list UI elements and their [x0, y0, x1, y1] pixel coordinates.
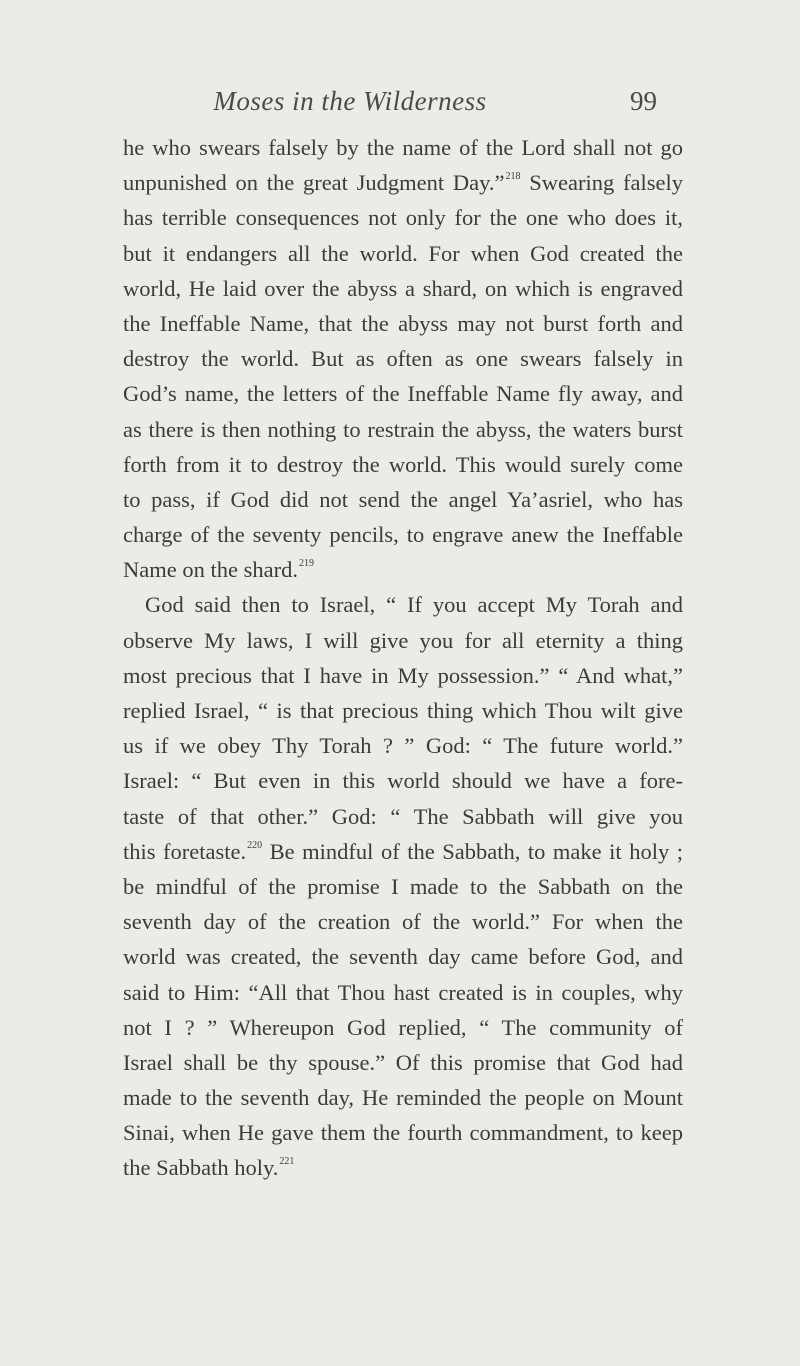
- text-line: [123, 200, 683, 235]
- footnote-marker: 220: [247, 839, 263, 851]
- text-segment: God said then to Israel, “ If you accept My Torah and: [145, 592, 683, 618]
- text-segment: unpunished on the great Judgment Day.”: [123, 170, 505, 196]
- footnote-marker: 219: [298, 558, 314, 570]
- text-segment: Israel shall be thy spouse.” Of this promise that God had: [123, 1049, 683, 1075]
- text-line: [123, 447, 683, 482]
- text-segment: made to the seventh day, He reminded the people on Mount: [123, 1085, 683, 1111]
- text-line: [123, 552, 683, 587]
- body-text: [123, 130, 683, 1186]
- text-line: [123, 306, 683, 341]
- text-segment: replied Israel, “ is that precious thing which Thou wilt give: [123, 698, 683, 723]
- text-line: [123, 482, 683, 517]
- running-title: Moses in the Wilderness: [213, 86, 487, 116]
- text-line: [123, 623, 683, 658]
- text-line: [123, 587, 683, 622]
- text-segment: has terrible consequences not only for the one who does it,: [123, 205, 683, 231]
- text-segment: God’s name, the letters of the Ineffable Name fly away, and: [123, 381, 683, 407]
- text-segment: not I ? ” Whereupon God replied, “ The community of: [123, 1014, 683, 1040]
- text-line: [123, 341, 683, 376]
- text-segment: charge of the seventy pencils, to engrave anew the Ineffable: [123, 522, 683, 548]
- text-line: [123, 975, 683, 1010]
- text-segment: forth from it to destroy the world. This would surely come: [123, 451, 683, 477]
- text-segment: to pass, if God did not send the angel Ya’asriel, who has: [123, 486, 683, 512]
- text-line: [123, 658, 683, 693]
- text-segment: Swearing falsely: [520, 170, 683, 196]
- text-segment: as there is then nothing to restrain the abyss, the waters burst: [123, 416, 683, 442]
- text-segment: Israel: “ But even in this world should we have a fore-: [123, 768, 683, 794]
- text-line: [123, 1010, 683, 1045]
- text-segment: be mindful of the promise I made to the Sabbath on the: [123, 873, 683, 899]
- text-segment: Be mindful of the Sabbath, to make it holy ;: [262, 838, 683, 864]
- paragraph: [123, 130, 683, 587]
- text-line: [123, 728, 683, 763]
- text-line: [123, 412, 683, 447]
- text-line: [123, 1150, 683, 1185]
- text-line: [123, 904, 683, 939]
- text-line: [123, 130, 683, 165]
- text-line: [123, 271, 683, 306]
- text-line: [123, 763, 683, 798]
- text-segment: said to Him: “All that Thou hast created is in couples, why: [123, 979, 683, 1005]
- footnote-marker: 221: [279, 1156, 295, 1168]
- text-line: [123, 693, 683, 728]
- running-head: [0, 86, 800, 126]
- text-line: [123, 939, 683, 974]
- text-segment: this foretaste.: [123, 838, 247, 864]
- text-line: [123, 165, 683, 200]
- paragraph: [123, 587, 683, 1185]
- text-segment: taste of that other.” God: “ The Sabbath will give you: [123, 803, 683, 829]
- text-line: [123, 236, 683, 271]
- page-number: 99: [630, 86, 657, 116]
- text-line: [123, 799, 683, 834]
- text-segment: he who swears falsely by the name of the Lord shall not go: [123, 135, 683, 160]
- text-line: [123, 1045, 683, 1080]
- text-line: [123, 376, 683, 411]
- text-line: [123, 869, 683, 904]
- text-segment: Sinai, when He gave them the fourth commandment, to keep: [123, 1120, 683, 1146]
- text-line: [123, 517, 683, 552]
- text-segment: Name on the shard.: [123, 557, 298, 583]
- text-segment: observe My laws, I will give you for all eternity a thing: [123, 627, 683, 653]
- text-segment: world, He laid over the abyss a shard, on which is engraved: [123, 275, 683, 301]
- text-line: [123, 1115, 683, 1150]
- text-segment: destroy the world. But as often as one swears falsely in: [123, 346, 683, 372]
- text-segment: world was created, the seventh day came before God, and: [123, 944, 683, 970]
- text-segment: seventh day of the creation of the world.” For when the: [123, 909, 683, 935]
- text-segment: us if we obey Thy Torah ? ” God: “ The future world.”: [123, 733, 683, 759]
- text-segment: but it endangers all the world. For when God created the: [123, 240, 683, 266]
- text-segment: the Ineffable Name, that the abyss may not burst forth and: [123, 310, 683, 336]
- text-line: [123, 1080, 683, 1115]
- footnote-marker: 218: [505, 171, 521, 183]
- text-segment: most precious that I have in My possession.” “ And what,”: [123, 662, 683, 688]
- text-segment: the Sabbath holy.: [123, 1155, 279, 1181]
- text-line: [123, 834, 683, 869]
